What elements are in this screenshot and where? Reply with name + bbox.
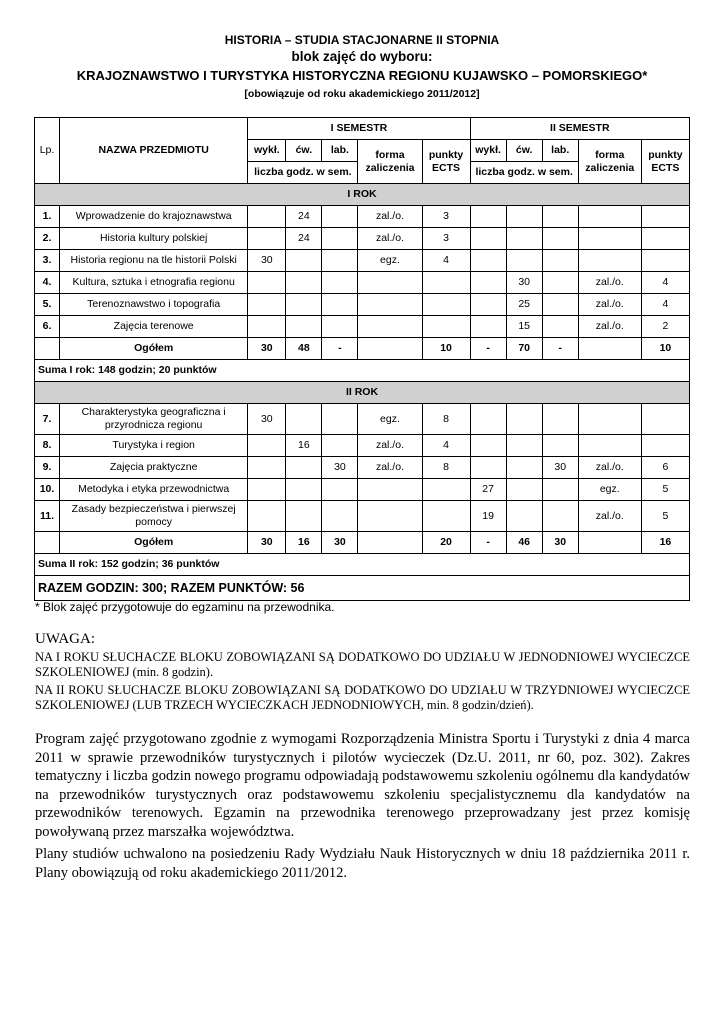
sem1-total-cell: - [322, 338, 358, 360]
sem2-cell: 30 [506, 272, 542, 294]
study-plan-table [34, 117, 690, 601]
sem1-cell [248, 316, 286, 338]
sem2-cell [641, 228, 689, 250]
sem2-cell: zal./o. [578, 457, 641, 479]
row-subject-name: Historia kultury polskiej [60, 228, 248, 250]
sem1-cell [286, 501, 322, 532]
approval-paragraph: Plany studiów uchwalono na posiedzeniu Rady Wydziału Nauk Historycznych w dniu 18 października 2011 r. Plany obowiązują od roku akademickiego 2011/2012. [35, 846, 690, 881]
sem2-total-cell: 30 [542, 532, 578, 554]
sem2-cell [506, 479, 542, 501]
sem1-cell [322, 435, 358, 457]
year-2-section [35, 382, 690, 404]
sem2-total-cell: 10 [641, 338, 689, 360]
row-subject-name: Turystyka i region [60, 435, 248, 457]
sem2-punkty-header: punkty ECTS [641, 140, 689, 184]
uwaga-year-2: NA II ROKU SŁUCHACZE BLOKU ZOBOWIĄZANI SĄ DODATKOWO DO UDZIAŁU W TRZYDNIOWEJ WYCIECZCE SZKOLENIOWEJ (LUB TRZECH WYCIECZKACH JEDNODNIOWYCH, min. 8 godzin/dzień). [35, 683, 690, 712]
year-1-section [35, 184, 690, 206]
sem1-cell [322, 294, 358, 316]
table-row [35, 228, 690, 250]
sem1-cell [358, 272, 422, 294]
sem2-cell [470, 272, 506, 294]
total-row [35, 532, 690, 554]
sem1-cell: zal./o. [358, 206, 422, 228]
sem1-cell [248, 206, 286, 228]
sem1-cell: 30 [248, 250, 286, 272]
sem1-total-cell: 10 [422, 338, 470, 360]
sem1-cell [422, 479, 470, 501]
sem2-cell [542, 272, 578, 294]
year-2-summary-text: Suma II rok: 152 godzin; 36 punktów [35, 554, 690, 576]
sem2-cell [506, 457, 542, 479]
sem1-cell: zal./o. [358, 457, 422, 479]
sem1-cell [286, 250, 322, 272]
sem2-cell [641, 404, 689, 435]
sem2-cell: 19 [470, 501, 506, 532]
sem1-cell: 30 [322, 457, 358, 479]
sem1-cell [286, 457, 322, 479]
sem2-cell [470, 316, 506, 338]
sem1-cell [248, 479, 286, 501]
sem2-cell [470, 404, 506, 435]
sem2-cell: 6 [641, 457, 689, 479]
sem2-cell [578, 228, 641, 250]
sem1-total-cell: 30 [248, 532, 286, 554]
sem2-cell [470, 457, 506, 479]
sem1-total-cell: 16 [286, 532, 322, 554]
uwaga-year-1: NA I ROKU SŁUCHACZE BLOKU ZOBOWIĄZANI SĄ DODATKOWO DO UDZIAŁU W JEDNODNIOWEJ WYCIECZCE SZKOLENIOWEJ (min. 8 godzin). [35, 650, 690, 679]
row-lp: 7. [35, 404, 60, 435]
semester-2-header: II SEMESTR [470, 118, 689, 140]
sem2-cell [506, 435, 542, 457]
col-lp-header: Lp. [35, 118, 60, 184]
sem2-cell [542, 479, 578, 501]
sem1-cell: 16 [286, 435, 322, 457]
sem1-total-cell [358, 338, 422, 360]
sem2-cell [542, 228, 578, 250]
sem1-total-cell: 30 [248, 338, 286, 360]
table-row [35, 435, 690, 457]
sem1-forma-header: forma zaliczenia [358, 140, 422, 184]
sem2-cell [578, 206, 641, 228]
table-row [35, 272, 690, 294]
row-subject-name: Historia regionu na tle historii Polski [60, 250, 248, 272]
row-subject-name: Terenoznawstwo i topografia [60, 294, 248, 316]
sem2-cell [578, 250, 641, 272]
sem1-cell [286, 404, 322, 435]
row-subject-name: Zajęcia terenowe [60, 316, 248, 338]
sem1-cell: 4 [422, 435, 470, 457]
sem1-cell: 8 [422, 404, 470, 435]
sem1-cell [322, 272, 358, 294]
sem2-cell: egz. [578, 479, 641, 501]
sem2-cell: 5 [641, 479, 689, 501]
sem2-cell [641, 435, 689, 457]
sem1-cell: 24 [286, 206, 322, 228]
table-row [35, 479, 690, 501]
row-lp: 6. [35, 316, 60, 338]
sem1-cell [322, 501, 358, 532]
grand-total-text: RAZEM GODZIN: 300; RAZEM PUNKTÓW: 56 [35, 576, 690, 601]
row-subject-name: Zasady bezpieczeństwa i pierwszej pomocy [60, 501, 248, 532]
sem1-cell: 8 [422, 457, 470, 479]
sem1-total-cell: 20 [422, 532, 470, 554]
sem2-cell: 4 [641, 294, 689, 316]
sem1-total-cell: 48 [286, 338, 322, 360]
sem1-cell [248, 228, 286, 250]
sem2-cell [542, 294, 578, 316]
sem1-cell: zal./o. [358, 228, 422, 250]
sem2-cell [542, 501, 578, 532]
sem1-cell: 24 [286, 228, 322, 250]
table-row [35, 501, 690, 532]
sem2-cell [578, 435, 641, 457]
sem1-cell [422, 501, 470, 532]
sem2-total-cell: 70 [506, 338, 542, 360]
sem1-punkty-header: punkty ECTS [422, 140, 470, 184]
year-2-section-label: II ROK [35, 382, 690, 404]
sem2-cell: 27 [470, 479, 506, 501]
sem2-total-cell: - [470, 532, 506, 554]
row-lp: 9. [35, 457, 60, 479]
grand-total [35, 576, 690, 601]
sem1-cell: 3 [422, 206, 470, 228]
sem2-cell [578, 404, 641, 435]
row-subject-name: Kultura, sztuka i etnografia regionu [60, 272, 248, 294]
sem1-cell: egz. [358, 404, 422, 435]
header-validity: [obowiązuje od roku akademickiego 2011/2012] [244, 88, 480, 100]
year-1-summary [35, 360, 690, 382]
year-1-section-label: I ROK [35, 184, 690, 206]
sem1-cw-header: ćw. [286, 140, 322, 162]
sem2-cell: zal./o. [578, 501, 641, 532]
sem1-cell: zal./o. [358, 435, 422, 457]
sem2-cell [470, 250, 506, 272]
table-row [35, 206, 690, 228]
sem2-cell: zal./o. [578, 272, 641, 294]
sem1-cell [422, 316, 470, 338]
sem2-cell [542, 404, 578, 435]
sem1-cell [322, 479, 358, 501]
sem2-hours-label: liczba godz. w sem. [470, 162, 578, 184]
sem1-cell [248, 457, 286, 479]
row-lp: 1. [35, 206, 60, 228]
sem2-cell [542, 206, 578, 228]
total-lp-empty [35, 338, 60, 360]
sem1-cell [322, 206, 358, 228]
sem1-cell [286, 316, 322, 338]
sem2-cell [470, 294, 506, 316]
sem2-cw-header: ćw. [506, 140, 542, 162]
sem2-total-cell: 46 [506, 532, 542, 554]
sem2-cell [641, 250, 689, 272]
row-lp: 3. [35, 250, 60, 272]
sem1-cell [286, 272, 322, 294]
sem2-cell [542, 435, 578, 457]
sem1-cell: 30 [248, 404, 286, 435]
sem1-cell [358, 479, 422, 501]
sem1-hours-label: liczba godz. w sem. [248, 162, 358, 184]
header-title: HISTORIA – STUDIA STACJONARNE II STOPNIA [224, 33, 500, 47]
sem2-cell: 25 [506, 294, 542, 316]
sem2-cell: 30 [542, 457, 578, 479]
sem2-cell: zal./o. [578, 316, 641, 338]
sem1-lab-header: lab. [322, 140, 358, 162]
sem2-cell: 5 [641, 501, 689, 532]
sem2-cell: 15 [506, 316, 542, 338]
sem1-cell [358, 316, 422, 338]
uwaga-title: UWAGA: [35, 631, 95, 647]
table-row [35, 294, 690, 316]
sem1-cell [286, 294, 322, 316]
footnote: * Blok zajęć przygotowuje do egzaminu na przewodnika. [35, 600, 335, 614]
sem2-total-cell [578, 532, 641, 554]
sem1-cell [422, 294, 470, 316]
sem2-cell [506, 206, 542, 228]
sem1-cell [248, 272, 286, 294]
sem1-cell [358, 294, 422, 316]
sem1-cell [248, 294, 286, 316]
sem2-cell [506, 250, 542, 272]
header-block-name: KRAJOZNAWSTWO I TURYSTYKA HISTORYCZNA REGIONU KUJAWSKO – POMORSKIEGO* [76, 68, 648, 83]
sem2-cell [470, 206, 506, 228]
sem2-lab-header: lab. [542, 140, 578, 162]
sem2-cell: 2 [641, 316, 689, 338]
sem2-total-cell [578, 338, 641, 360]
sem2-cell [506, 228, 542, 250]
sem2-total-cell: 16 [641, 532, 689, 554]
total-label: Ogółem [60, 338, 248, 360]
year-1-summary-text: Suma I rok: 148 godzin; 20 punktów [35, 360, 690, 382]
sem1-cell [322, 404, 358, 435]
sem2-cell [542, 250, 578, 272]
row-lp: 10. [35, 479, 60, 501]
sem1-cell [358, 501, 422, 532]
sem1-wykl-header: wykł. [248, 140, 286, 162]
row-subject-name: Wprowadzenie do krajoznawstwa [60, 206, 248, 228]
table-row [35, 316, 690, 338]
table-row [35, 457, 690, 479]
sem1-cell [248, 501, 286, 532]
row-subject-name: Charakterystyka geograficzna i przyrodnicza regionu [60, 404, 248, 435]
table-row [35, 250, 690, 272]
sem1-cell [322, 228, 358, 250]
sem1-cell: 3 [422, 228, 470, 250]
sem1-cell [322, 250, 358, 272]
row-lp: 4. [35, 272, 60, 294]
row-lp: 11. [35, 501, 60, 532]
header-subtitle: blok zajęć do wyboru: [291, 49, 433, 64]
sem2-wykl-header: wykł. [470, 140, 506, 162]
col-name-header: NAZWA PRZEDMIOTU [60, 118, 248, 184]
sem2-cell [542, 316, 578, 338]
program-paragraph: Program zajęć przygotowano zgodnie z wymogami Rozporządzenia Ministra Sportu i Turystyki z dnia 4 marca 2011 w sprawie przewodników turystycznych i pilotów wycieczek (Dz.U. 2011, nr 60, poz. 302). Zakres tematyczny i liczba godzin nowego programu odpowiadają podstawowemu szkoleniu ogólnemu dla kandydatów na przewodników turystycznych oraz podstawowemu szkoleniu specjalistycznemu dla kandydatów na przewodników terenowych. Egzamin na przewodnika terenowego przeprowadzany jest przez komisję powoływaną przez marszałka województwa. [35, 731, 690, 840]
sem1-cell [322, 316, 358, 338]
sem2-cell [641, 206, 689, 228]
sem1-total-cell [358, 532, 422, 554]
sem1-cell [286, 479, 322, 501]
table-row [35, 404, 690, 435]
sem2-cell [506, 404, 542, 435]
total-label: Ogółem [60, 532, 248, 554]
row-subject-name: Metodyka i etyka przewodnictwa [60, 479, 248, 501]
row-lp: 8. [35, 435, 60, 457]
sem2-cell [470, 435, 506, 457]
row-subject-name: Zajęcia praktyczne [60, 457, 248, 479]
sem2-total-cell: - [542, 338, 578, 360]
year-2-summary [35, 554, 690, 576]
sem1-total-cell: 30 [322, 532, 358, 554]
semester-1-header: I SEMESTR [248, 118, 470, 140]
total-row [35, 338, 690, 360]
sem2-cell [470, 228, 506, 250]
sem1-cell [248, 435, 286, 457]
sem2-cell: zal./o. [578, 294, 641, 316]
total-lp-empty [35, 532, 60, 554]
row-lp: 2. [35, 228, 60, 250]
row-lp: 5. [35, 294, 60, 316]
sem2-cell [506, 501, 542, 532]
sem2-forma-header: forma zaliczenia [578, 140, 641, 184]
sem2-cell: 4 [641, 272, 689, 294]
sem1-cell: egz. [358, 250, 422, 272]
sem2-total-cell: - [470, 338, 506, 360]
sem1-cell [422, 272, 470, 294]
sem1-cell: 4 [422, 250, 470, 272]
